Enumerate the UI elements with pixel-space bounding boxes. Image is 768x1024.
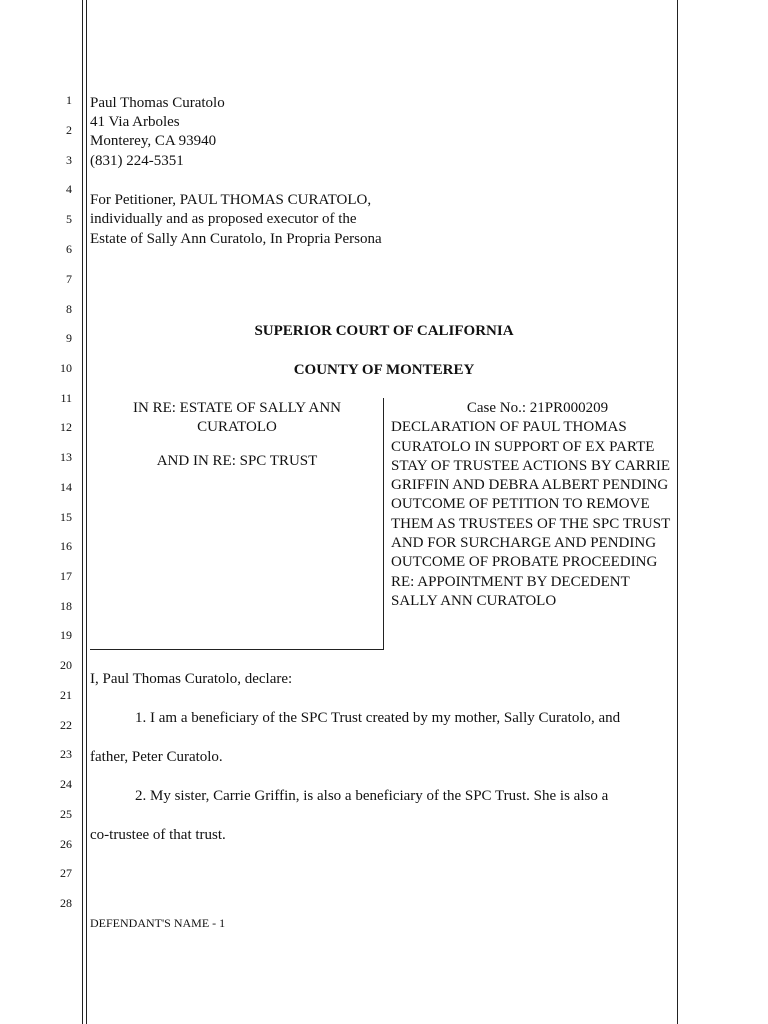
line-number: 6 xyxy=(66,242,72,256)
for-line-1: For Petitioner, PAUL THOMAS CURATOLO, xyxy=(90,192,372,208)
line-number: 24 xyxy=(60,777,72,791)
line-number: 9 xyxy=(66,331,72,345)
line-number: 17 xyxy=(60,569,72,583)
caption-left-line-2: CURATOLO xyxy=(197,419,277,435)
left-margin-rule-outer xyxy=(82,0,83,1024)
caption-divider-horizontal xyxy=(90,649,384,650)
line-number: 3 xyxy=(66,153,72,167)
party-name: Paul Thomas Curatolo xyxy=(90,95,225,111)
intro-line: I, Paul Thomas Curatolo, declare: xyxy=(90,671,293,687)
line-number: 16 xyxy=(60,539,72,553)
paragraph-2-line-1: 2. My sister, Carrie Griffin, is also a beneficiary of the SPC Trust. She is also a xyxy=(135,788,609,804)
party-city: Monterey, CA 93940 xyxy=(90,133,217,149)
line-number: 13 xyxy=(60,450,72,464)
line-number: 11 xyxy=(60,391,72,405)
page-footer: DEFENDANT'S NAME - 1 xyxy=(90,916,226,930)
line-number: 2 xyxy=(66,123,72,137)
line-number: 4 xyxy=(66,182,72,196)
paragraph-1-line-1: 1. I am a beneficiary of the SPC Trust created by my mother, Sally Curatolo, and xyxy=(135,710,621,726)
right-margin-rule xyxy=(677,0,678,1024)
line-number: 7 xyxy=(66,272,72,286)
line-number: 15 xyxy=(60,510,72,524)
line-number: 12 xyxy=(60,420,72,434)
paragraph-2-line-2: co-trustee of that trust. xyxy=(90,827,226,843)
line-number: 19 xyxy=(60,628,72,642)
case-number: Case No.: 21PR000209 xyxy=(466,400,609,416)
caption-left-line-3: AND IN RE: SPC TRUST xyxy=(156,453,318,469)
party-phone: (831) 224-5351 xyxy=(90,153,184,169)
caption-divider-vertical xyxy=(383,398,384,650)
document-title: DECLARATION OF PAUL THOMAS CURATOLO IN SUPPORT OF EX PARTE STAY OF TRUSTEE ACTIONS BY CARRIE GRIFFIN AND DEBRA ALBERT PENDING OUTCOME OF PETITION TO REMOVE THEM AS TRUSTEES OF THE SPC TRUST AND FOR SURCHARGE AND PENDING OUTCOME OF PROBATE PROCEEDING RE: APPOINTMENT BY DECEDENT SALLY ANN CURATOLO xyxy=(391,419,670,609)
party-street: 41 Via Arboles xyxy=(90,114,180,130)
left-margin-rule-inner xyxy=(86,0,87,1024)
line-number: 22 xyxy=(60,718,72,732)
line-number: 21 xyxy=(60,688,72,702)
line-number: 23 xyxy=(60,747,72,761)
line-number: 5 xyxy=(66,212,72,226)
line-number: 20 xyxy=(60,658,72,672)
for-line-2: individually and as proposed executor of the xyxy=(90,211,357,227)
line-number: 25 xyxy=(60,807,72,821)
line-number: 1 xyxy=(66,93,72,107)
line-number: 8 xyxy=(66,302,72,316)
for-line-3: Estate of Sally Ann Curatolo, In Propria Persona xyxy=(90,231,382,247)
line-number: 26 xyxy=(60,837,72,851)
line-number: 18 xyxy=(60,599,72,613)
paragraph-1-line-2: father, Peter Curatolo. xyxy=(90,749,223,765)
court-county: COUNTY OF MONTEREY xyxy=(293,362,475,378)
caption-right xyxy=(391,399,676,611)
line-number: 14 xyxy=(60,480,72,494)
line-number: 10 xyxy=(60,361,72,375)
caption-left-line-1: IN RE: ESTATE OF SALLY ANN xyxy=(133,400,341,416)
line-number: 28 xyxy=(60,896,72,910)
court-name: SUPERIOR COURT OF CALIFORNIA xyxy=(254,323,514,339)
line-number: 27 xyxy=(60,866,72,880)
